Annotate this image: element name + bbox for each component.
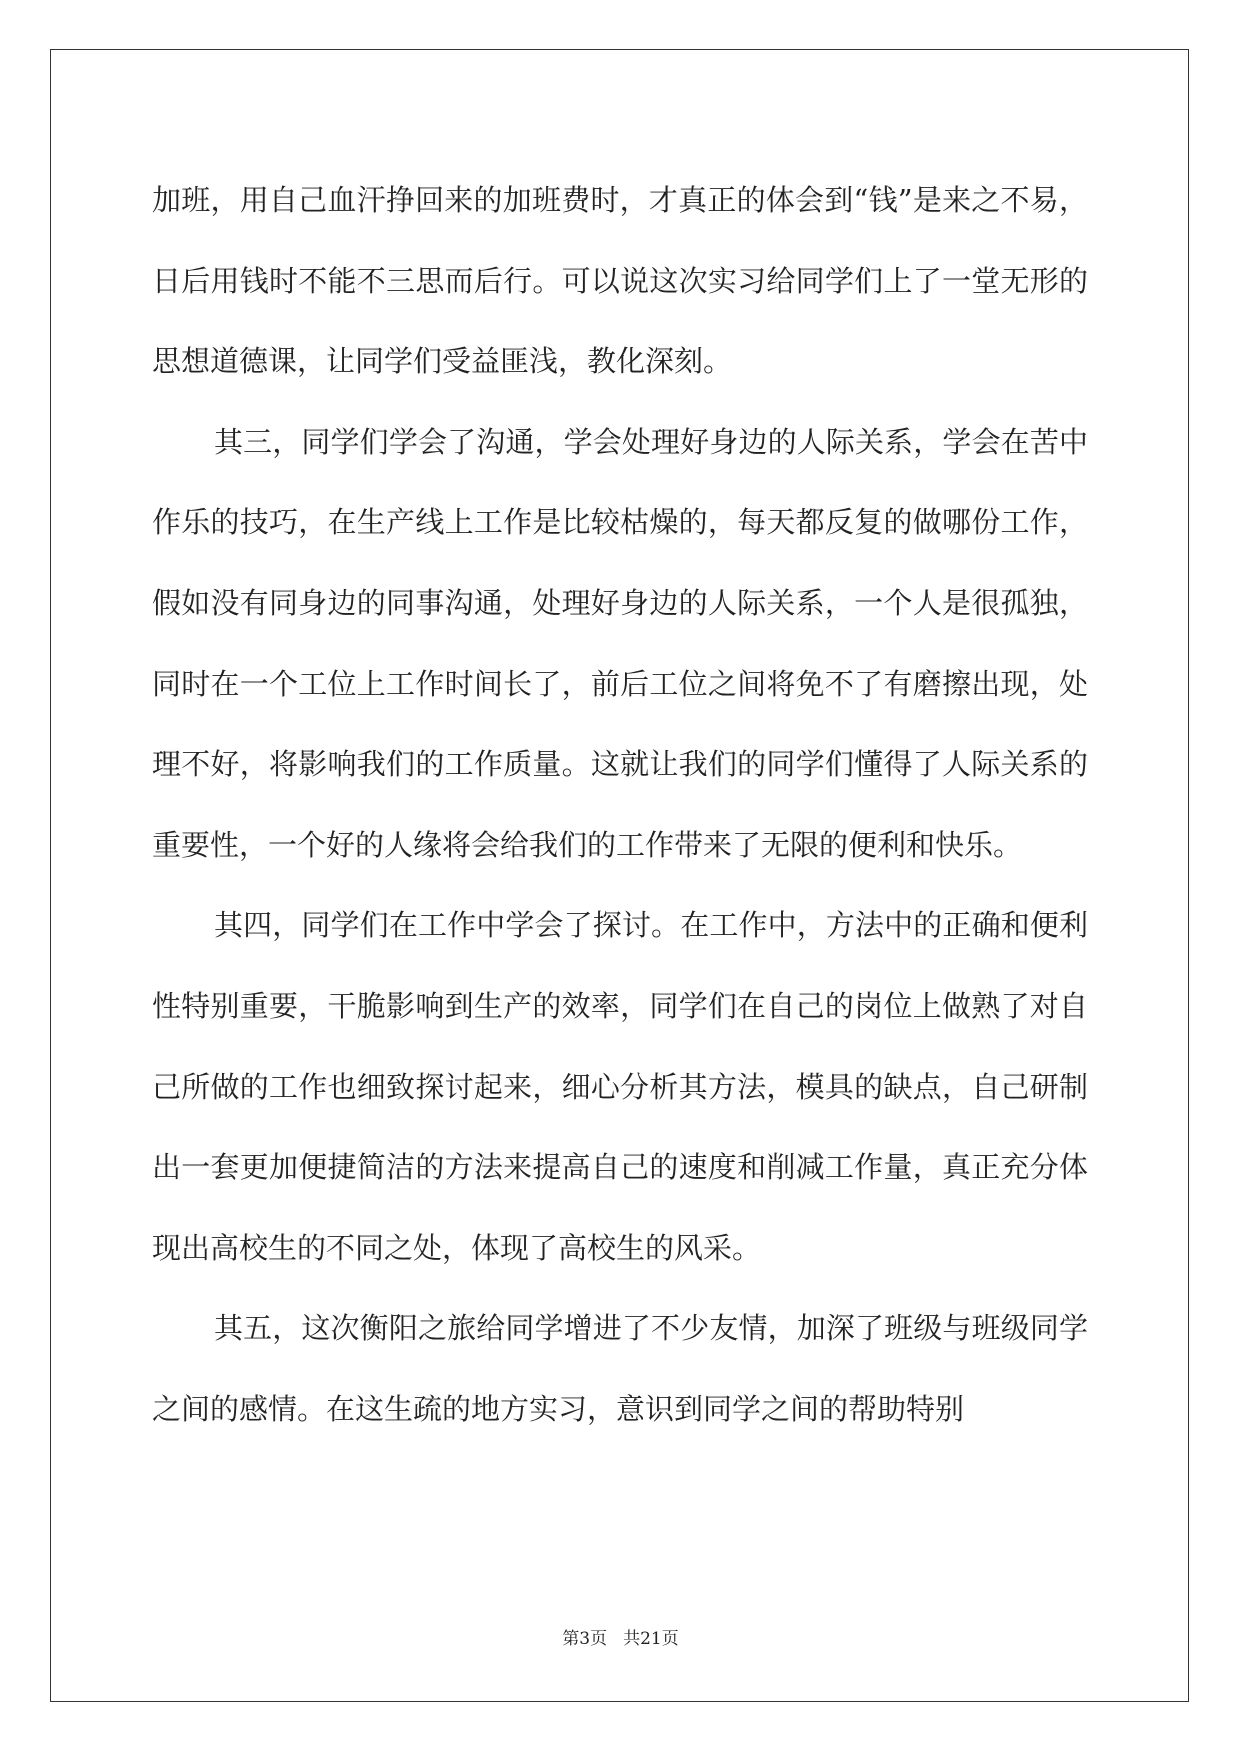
document-body	[152, 160, 1088, 1450]
paragraph-4: 其五，这次衡阳之旅给同学增进了不少友情，加深了班级与班级同学之间的感情。在这生疏的地方实习，意识到同学之间的帮助特别	[152, 1311, 1088, 1426]
paragraph-3: 其四，同学们在工作中学会了探讨。在工作中，方法中的正确和便利性特别重要，干脆影响到生产的效率，同学们在自己的岗位上做熟了对自己所做的工作也细致探讨起来，细心分析其方法，模具的缺点，自己研制出一套更加便捷简洁的方法来提高自己的速度和削减工作量，真正充分体现出高校生的不同之处，体现了高校生的风采。	[152, 908, 1088, 1265]
paragraph-2: 其三，同学们学会了沟通，学会处理好身边的人际关系，学会在苦中作乐的技巧，在生产线上工作是比较枯燥的，每天都反复的做哪份工作，假如没有同身边的同事沟通，处理好身边的人际关系，一个人是很孤独，同时在一个工位上工作时间长了，前后工位之间将免不了有磨擦出现，处理不好，将影响我们的工作质量。这就让我们的同学们懂得了人际关系的重要性，一个好的人缘将会给我们的工作带来了无限的便利和快乐。	[152, 424, 1088, 862]
page-number: 第3页	[562, 1629, 608, 1649]
paragraph-1: 加班，用自己血汗挣回来的加班费时，才真正的体会到“钱”是来之不易，日后用钱时不能不三思而后行。可以说这次实习给同学们上了一堂无形的思想道德课，让同学们受益匪浅，教化深刻。	[152, 183, 1088, 379]
page-total: 共21页	[623, 1629, 679, 1649]
page-footer	[0, 1624, 1241, 1649]
